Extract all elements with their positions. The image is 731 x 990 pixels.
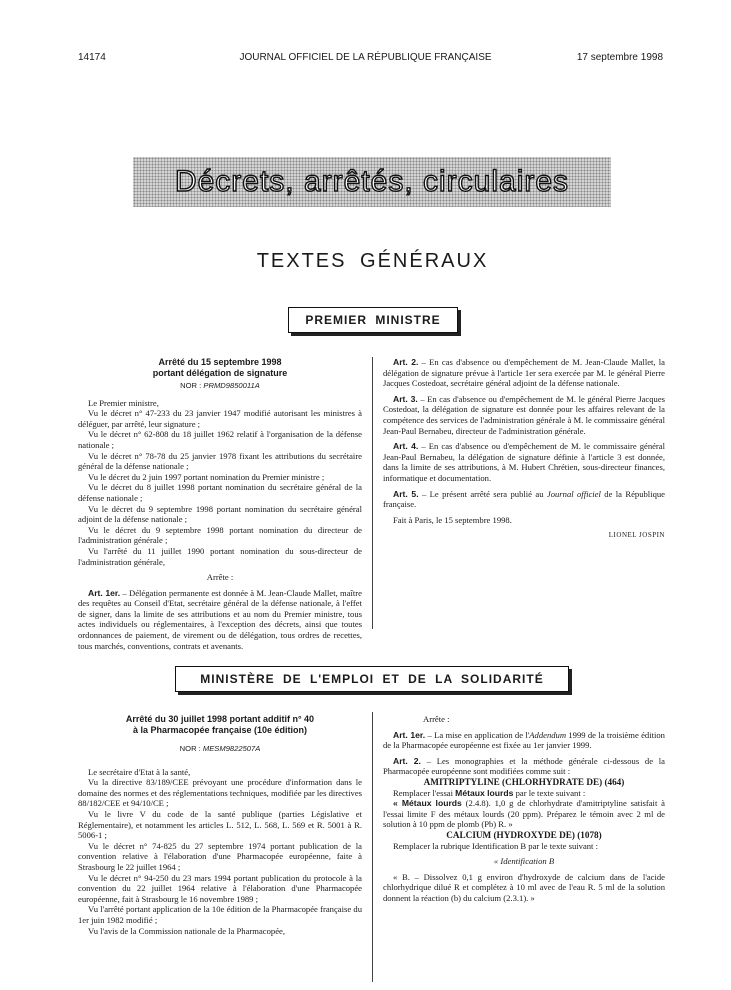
paragraph: Le secrétaire d'Etat à la santé, <box>88 766 191 777</box>
article-1 <box>78 588 362 652</box>
paragraph: Vu la directive 83/189/CEE prévoyant une procédure d'information dans le domaine des normes et des réglementations techniques, modifiée par les directives 88/182/CEE et 94/10/CE ; <box>78 777 362 809</box>
paragraph: Vu le livre V du code de la santé publique (parties Législative et Réglementaire), et notamment les articles L. 512, L. 568, L. 569 et R. 5001 à R. 5006-1 ; <box>78 808 362 841</box>
arrete1-title-line1: Arrêté du 15 septembre 1998 <box>158 357 282 367</box>
monograph-subheading: « Identification B <box>493 856 555 867</box>
paragraph: Vu le décret n° 74-825 du 27 septembre 1974 portant publication de la convention relative à l'élaboration d'une Pharmacopée européenne, faite à Strasbourg le 22 juillet 1964 ; <box>78 840 362 872</box>
paragraph: Vu l'arrêté du 11 juillet 1990 portant nomination du sous-directeur de l'administration générale, <box>78 545 362 567</box>
article-label: Art. 2. <box>393 755 421 766</box>
article-text: – Les monographies et la méthode générale ci-dessous de la Pharmacopée européenne sont modifiées comme suit : <box>383 755 665 777</box>
article-5 <box>383 489 665 510</box>
ministry-box-emploi-solidarite <box>175 666 569 692</box>
monograph-title: CALCIUM (HYDROXYDE DE) (1078) <box>446 829 602 840</box>
article-label: Art. 5. <box>393 488 419 499</box>
article-text: – En cas d'absence ou d'empêchement de M. le général Pierre Jacques Costedoat, la délégation de signature est donnée pour les affaires relevant de la compétence des services de l'administration générale à M. le commissaire général Jean-Paul Bernabeu, directeur de l'administration générale. <box>383 393 665 436</box>
arrete-word: Arrête : <box>423 714 450 724</box>
issue-date: 17 septembre 1998 <box>576 52 663 63</box>
paragraph: Vu le décret du 9 septembre 1998 portant nomination du directeur de l'administration générale ; <box>78 524 362 546</box>
paragraph: Vu le décret du 2 juin 1997 portant nomination du Premier ministre ; <box>88 471 325 482</box>
quote-bold: « Métaux lourds <box>393 798 462 809</box>
addendum-text: Addendum <box>529 729 567 740</box>
article-label: Art. 3. <box>393 393 418 404</box>
article-3 <box>383 394 665 436</box>
nor-code: PRMD9850011A <box>203 381 260 390</box>
paragraph: Vu le décret n° 78-78 du 25 janvier 1978 fixant les attributions du secrétaire général de la défense nationale ; <box>78 450 362 472</box>
article-label: Art. 4. <box>393 441 419 452</box>
article-text: – La mise en application de l' <box>425 729 530 740</box>
banner-title: Décrets, arrêtés, circulaires <box>174 165 570 198</box>
instruction-text: Remplacer l'essai <box>393 787 456 798</box>
arrete2-nor <box>78 744 362 755</box>
monograph-instruction <box>383 788 665 799</box>
paragraph: Vu le décret du 8 juillet 1998 portant nomination du secrétaire général de la défense nationale ; <box>78 482 362 503</box>
instruction-bold: Métaux lourds <box>455 787 514 798</box>
article-label: Art. 1er. <box>393 729 426 740</box>
arrete2-title-line2: à la Pharmacopée française (10e édition) <box>132 725 308 735</box>
done-at: Fait à Paris, le 15 septembre 1998. <box>393 514 512 525</box>
article-text: – En cas d'absence ou d'empêchement de M. le commissaire général Jean-Paul Bernabeu, la délégation de signature définie à l'article 3 est donnée, dans la limite de ses attributions, à M. Hubert Chrétien, sous-directeur finances, informatique et documentation. <box>383 441 665 483</box>
article-2 <box>383 357 665 389</box>
monograph-quote: « B. – Dissolvez 0,1 g environ d'hydroxyde de calcium dans de l'acide chlorhydrique dilué R et complétez à 10 ml avec de l'eau R. 5 ml de la solution donnent la réaction (b) du calcium (2.3.1). » <box>383 871 665 903</box>
paragraph: Vu l'arrêté portant application de la 10e édition de la Pharmacopée française du 1er juin 1982 modifié ; <box>78 904 362 925</box>
arrete1-column-left <box>78 357 362 651</box>
arrete2-title-line1: Arrêté du 30 juillet 1998 portant additif n° 40 <box>125 714 315 724</box>
section-heading: TEXTES GÉNÉRAUX <box>256 250 489 272</box>
paragraph: Vu le décret n° 62-808 du 18 juillet 1962 relatif à l'organisation de la défense nationale ; <box>78 429 362 450</box>
monograph-quote <box>383 798 665 830</box>
ministry-title: MINISTÈRE DE L'EMPLOI ET DE LA SOLIDARITÉ <box>200 672 544 686</box>
article-text: – Délégation permanente est donnée à M. Jean-Claude Mallet, maître des requêtes au Conseil d'Etat, secrétaire général de la défense nationale, à l'effet de signer, dans la limite de ses attributions et au nom du Premier ministre, tous actes individuels ou réglementaires, à l'exception des décrets, ainsi que toutes ordonnances de paiement, de virement ou de délégation, tous ordres de recettes, tous marchés, conventions, contrats et avenants. <box>78 587 362 651</box>
monograph-instruction: Remplacer la rubrique Identification B par le texte suivant : <box>393 840 598 851</box>
article-text: – En cas d'absence ou d'empêchement de M. Jean-Claude Mallet, la délégation de signature prévue à l'article 1er sera exercée par M. le général Pierre Jacques Costedoat, secrétaire général adjoint de la défense nationale. <box>383 357 666 389</box>
arrete1-title-line2: portant délégation de signature <box>152 368 288 378</box>
quote-text: (2.4.8). 1,0 g de chlorhydrate d'amitriptyline satisfait à l'essai limite F des métaux lourds (20 ppm). Préparez le témoin avec 2 ml de solution à 10 ppm de plomb (Pb) R. » <box>383 798 665 830</box>
arrete2-title <box>78 714 362 736</box>
arrete1-nor <box>78 381 362 392</box>
article-text: de la République française. <box>383 488 665 510</box>
paragraph: Vu l'avis de la Commission nationale de la Pharmacopée, <box>88 925 285 936</box>
article-text: – Le présent arrêté sera publié au <box>418 488 547 499</box>
article-label: Art. 2. <box>393 357 419 367</box>
column-divider <box>372 712 373 982</box>
section-banner <box>133 157 611 207</box>
arrete2-column-right <box>383 714 665 904</box>
paragraph: Vu le décret n° 47-233 du 23 janvier 1947 modifié autorisant les ministres à déléguer, par arrêté, leur signature ; <box>78 408 362 429</box>
article-1 <box>383 730 665 751</box>
ministry-box-premier-ministre <box>288 307 458 333</box>
article-text: 1999 de la troisième édition de la Pharmacopée européenne est fixée au 1er janvier 1999. <box>383 729 665 751</box>
journal-officiel-text: Journal officiel <box>546 488 601 499</box>
arrete2-column-left <box>78 714 362 936</box>
nor-code: MESM9822507A <box>202 744 261 753</box>
article-label: Art. 1er. <box>88 587 121 598</box>
journal-title: JOURNAL OFFICIEL DE LA RÉPUBLIQUE FRANÇAISE <box>239 52 492 63</box>
page-number: 14174 <box>78 52 106 63</box>
paragraph: Le Premier ministre, <box>88 397 159 408</box>
column-divider <box>372 357 373 629</box>
paragraph: Vu le décret du 9 septembre 1998 portant nomination du secrétaire général adjoint de la défense nationale ; <box>78 503 362 525</box>
monograph-title: AMITRIPTYLINE (CHLORHYDRATE DE) (464) <box>423 776 625 787</box>
nor-label: NOR : <box>179 744 201 753</box>
signature: LIONEL JOSPIN <box>608 531 665 540</box>
instruction-text: par le texte suivant : <box>513 787 586 798</box>
paragraph: Vu le décret n° 94-250 du 23 mars 1994 portant publication du protocole à la convention du 22 juillet 1964 relative à l'élaboration d'une Pharmacopée européenne, fait à Strasbourg le 16 novembre 1989 ; <box>78 872 362 904</box>
arrete1-title <box>78 357 362 379</box>
arrete-word: Arrête : <box>206 572 234 583</box>
article-4 <box>383 441 665 483</box>
ministry-title: PREMIER MINISTRE <box>305 313 441 327</box>
arrete1-column-right <box>383 357 665 541</box>
nor-label: NOR : <box>180 381 202 390</box>
article-2 <box>383 756 665 777</box>
